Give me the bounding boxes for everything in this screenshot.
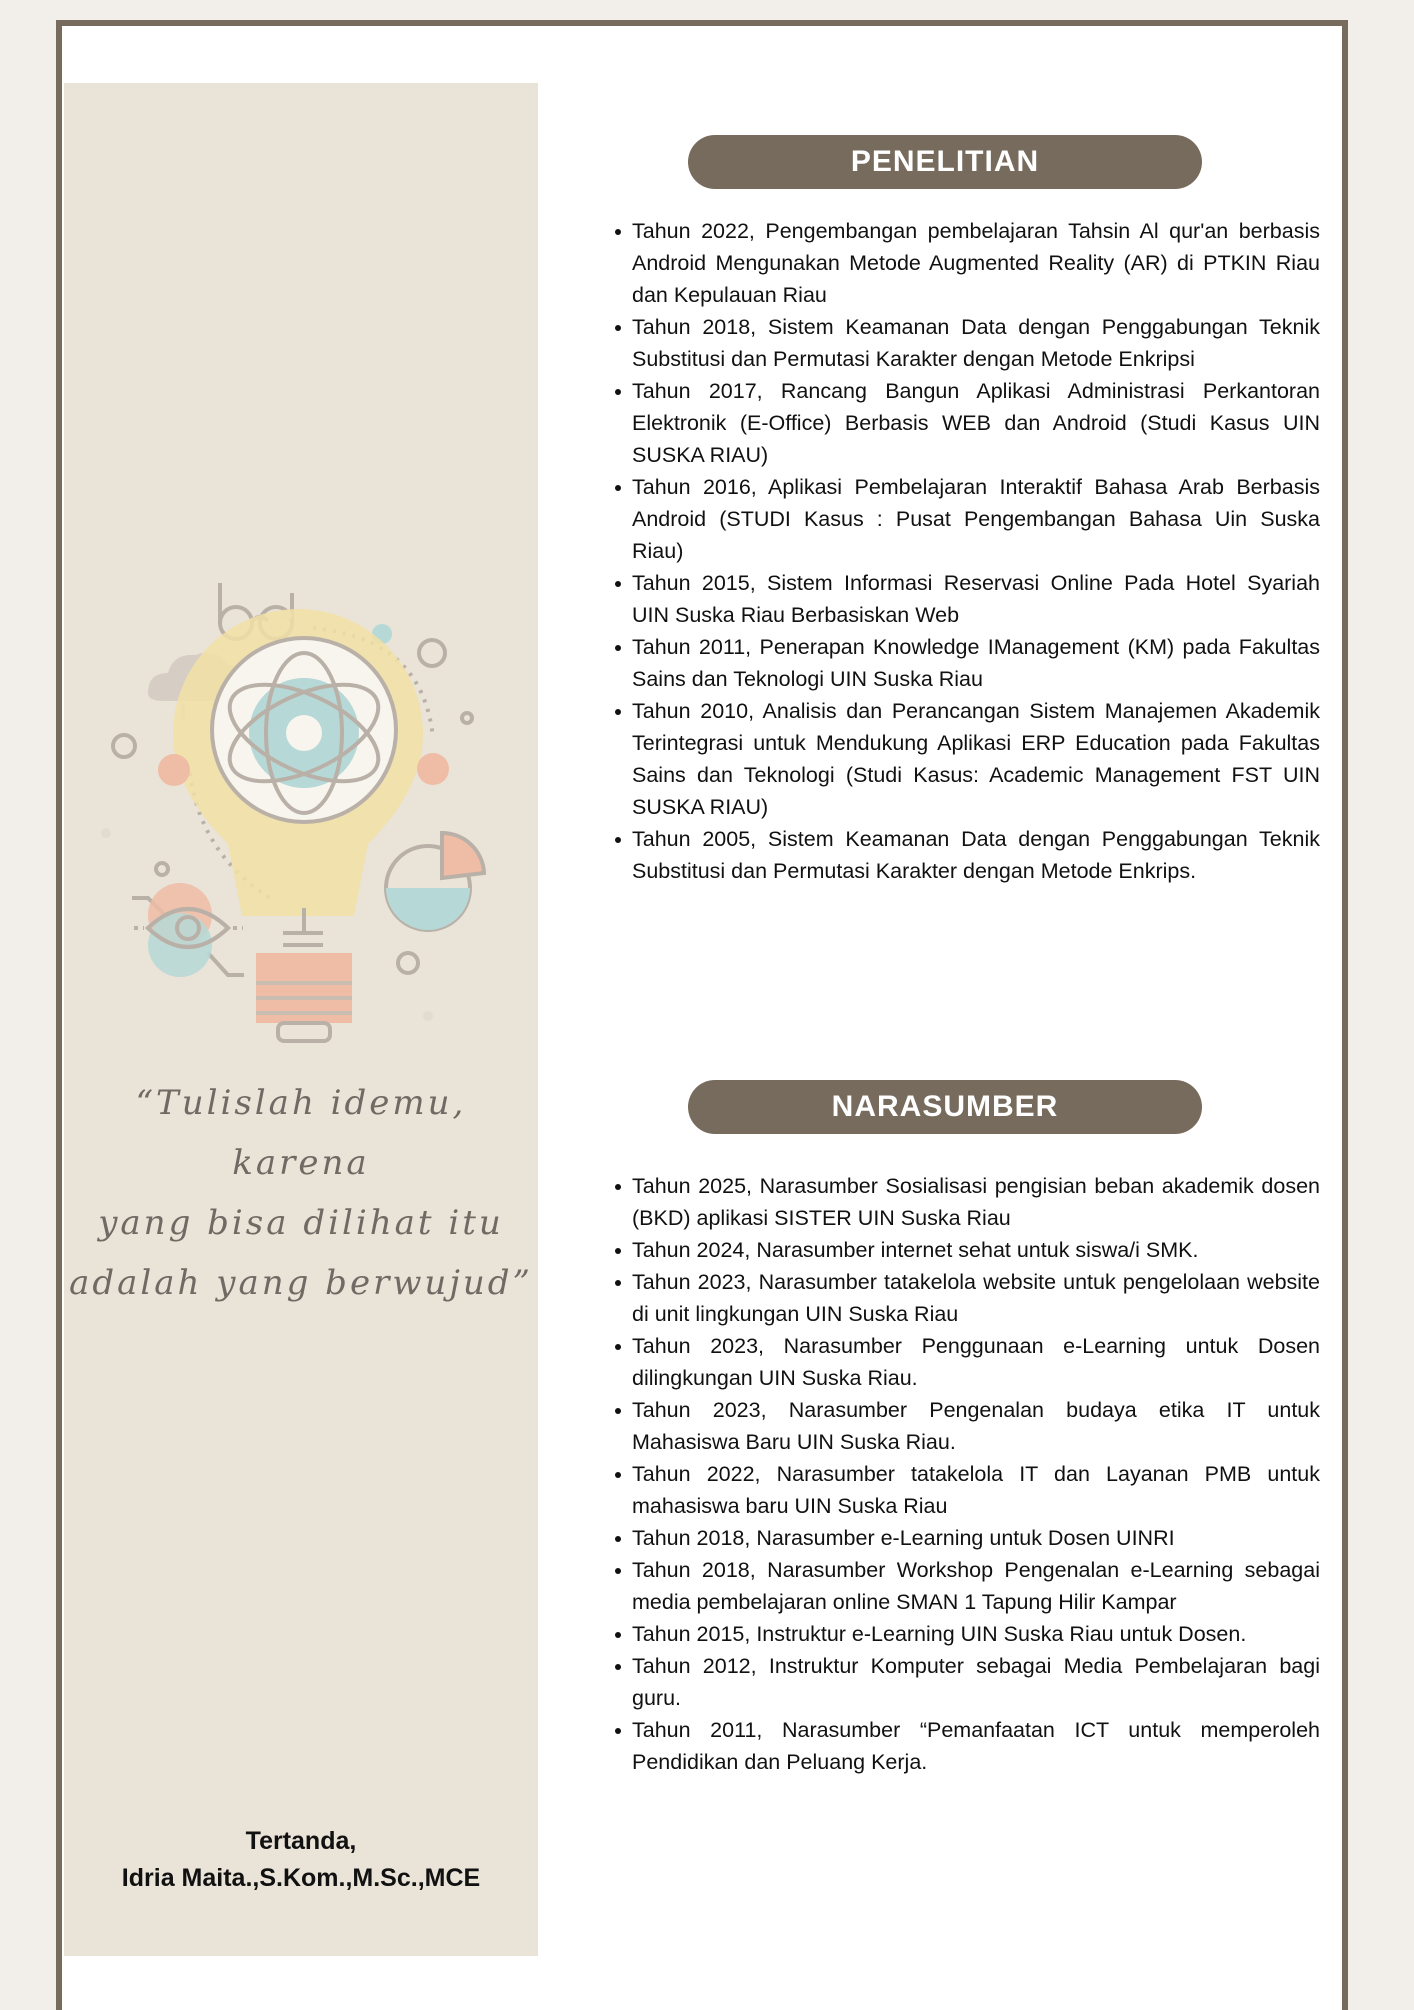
list-item: Tahun 2005, Sistem Keamanan Data dengan Penggabungan Teknik Substitusi dan Permutasi Karakter dengan Metode Enkrips.	[632, 823, 1320, 887]
list-item: Tahun 2025, Narasumber Sosialisasi pengisian beban akademik dosen (BKD) aplikasi SISTER UIN Suska Riau	[632, 1170, 1320, 1234]
quote-text: “Tulislah idemu, karena yang bisa dilihat itu adalah yang berwujud”	[69, 1083, 533, 1303]
list-item: Tahun 2022, Narasumber tatakelola IT dan Layanan PMB untuk mahasiswa baru UIN Suska Riau	[632, 1458, 1320, 1522]
list-item: Tahun 2022, Pengembangan pembelajaran Tahsin Al qur'an berbasis Android Mengunakan Metode Augmented Reality (AR) di PTKIN Riau dan Kepulauan Riau	[632, 215, 1320, 311]
narasumber-list	[612, 1170, 1320, 1778]
list-item: Tahun 2018, Narasumber e-Learning untuk Dosen UINRI	[632, 1522, 1320, 1554]
list-item: Tahun 2016, Aplikasi Pembelajaran Interaktif Bahasa Arab Berbasis Android (STUDI Kasus : Pusat Pengembangan Bahasa Uin Suska Riau)	[632, 471, 1320, 567]
signature-name: Idria Maita.,S.Kom.,M.Sc.,MCE	[121, 1864, 481, 1892]
list-item: Tahun 2011, Narasumber “Pemanfaatan ICT untuk memperoleh Pendidikan dan Peluang Kerja.	[632, 1714, 1320, 1778]
sidebar-panel	[64, 83, 538, 1956]
list-item: Tahun 2018, Sistem Keamanan Data dengan Penggabungan Teknik Substitusi dan Permutasi Karakter dengan Metode Enkripsi	[632, 311, 1320, 375]
lightbulb-illustration	[78, 573, 538, 1133]
list-item: Tahun 2010, Analisis dan Perancangan Sistem Manajemen Akademik Terintegrasi untuk Mendukung Aplikasi ERP Education pada Fakultas Sains dan Teknologi (Studi Kasus: Academic Management FST UIN SUSKA RIAU)	[632, 695, 1320, 823]
list-item: Tahun 2015, Instruktur e-Learning UIN Suska Riau untuk Dosen.	[632, 1618, 1320, 1650]
narasumber-heading: NARASUMBER	[688, 1080, 1202, 1134]
list-item: Tahun 2011, Penerapan Knowledge IManagement (KM) pada Fakultas Sains dan Teknologi UIN Suska Riau	[632, 631, 1320, 695]
list-item: Tahun 2017, Rancang Bangun Aplikasi Administrasi Perkantoran Elektronik (E-Office) Berbasis WEB dan Android (Studi Kasus UIN SUSKA RIAU)	[632, 375, 1320, 471]
list-item: Tahun 2012, Instruktur Komputer sebagai Media Pembelajaran bagi guru.	[632, 1650, 1320, 1714]
signature-block	[64, 1823, 538, 1897]
penelitian-list	[612, 215, 1320, 887]
list-item: Tahun 2024, Narasumber internet sehat untuk siswa/i SMK.	[632, 1234, 1320, 1266]
penelitian-heading: PENELITIAN	[688, 135, 1202, 189]
list-item: Tahun 2023, Narasumber Penggunaan e-Learning untuk Dosen dilingkungan UIN Suska Riau.	[632, 1330, 1320, 1394]
list-item: Tahun 2015, Sistem Informasi Reservasi Online Pada Hotel Syariah UIN Suska Riau Berbasiskan Web	[632, 567, 1320, 631]
list-item: Tahun 2018, Narasumber Workshop Pengenalan e-Learning sebagai media pembelajaran online SMAN 1 Tapung Hilir Kampar	[632, 1554, 1320, 1618]
list-item: Tahun 2023, Narasumber tatakelola website untuk pengelolaan website di unit lingkungan UIN Suska Riau	[632, 1266, 1320, 1330]
list-item: Tahun 2023, Narasumber Pengenalan budaya etika IT untuk Mahasiswa Baru UIN Suska Riau.	[632, 1394, 1320, 1458]
signature-label: Tertanda,	[245, 1827, 357, 1855]
